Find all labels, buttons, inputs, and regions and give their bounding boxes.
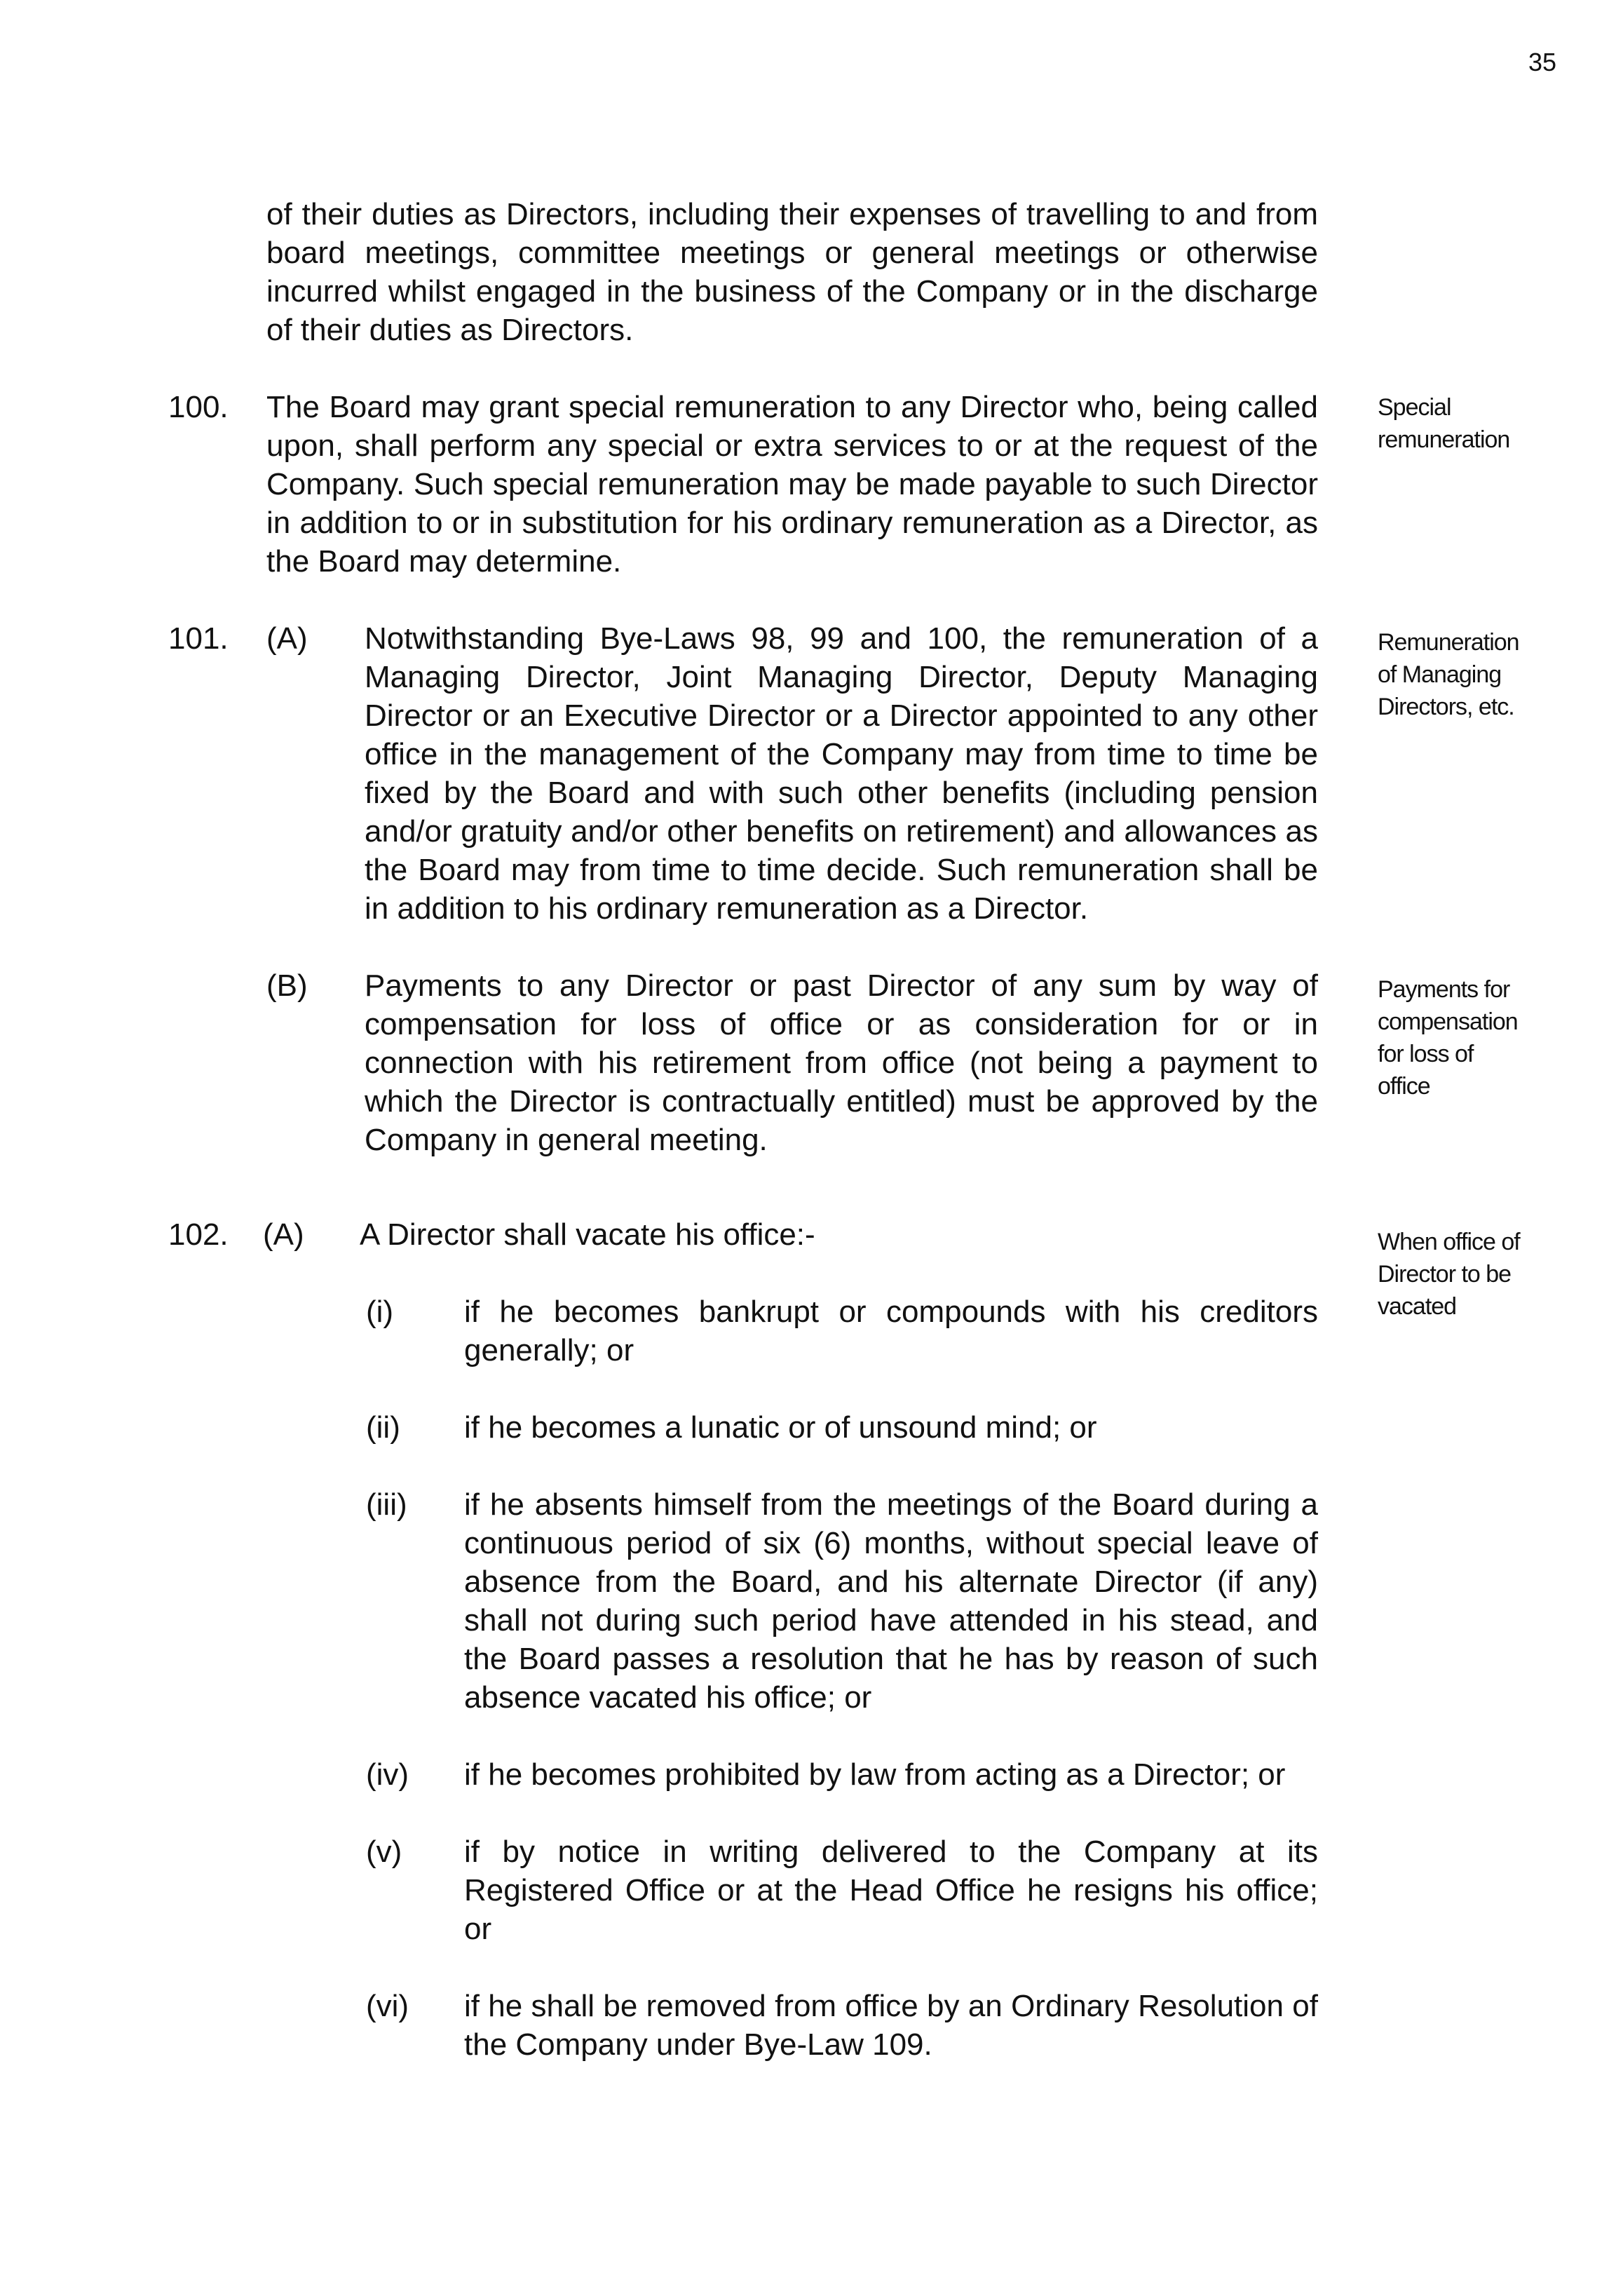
item-text: if by notice in writing delivered to the Company at its Registered Office or at the Head Office he resigns his office; or [464,1835,1318,1946]
continuation-paragraph: of their duties as Directors, including their expenses of travelling to and from board meetings, committee meetings or general meetings or otherwise incurred whilst engaged in the business of the Company or in the discharge of their duties as Directors. [266,197,1318,347]
clause-101 [168,619,1318,928]
clause-number: 101. [168,621,229,656]
list-item [168,1832,1318,1948]
document-body [168,195,1318,2064]
margin-note-compensation: Payments for compensation for loss of office [1378,976,1518,1100]
clause-number: 102. [168,1217,229,1252]
list-item [168,1485,1318,1717]
item-label: (iii) [366,1487,407,1522]
clause-102 [168,1215,1318,1254]
item-text: if he shall be removed from office by an Ordinary Resolution of the Company under Bye-Law 109. [464,1989,1318,2062]
clause-number: 100. [168,390,229,424]
item-label: (v) [366,1835,402,1869]
list-item [168,1987,1318,2064]
margin-note-special-remuneration: Special remuneration [1378,394,1510,453]
item-label: (iv) [366,1757,409,1792]
list-item [168,1292,1318,1370]
subclause-a-text: Notwithstanding Bye-Laws 98, 99 and 100, the remuneration of a Managing Director, Joint Managing Director, Deputy Managing Director or an Executive Director or a Director appointed to any other office in the management of the Company may from time to time be fixed by the Board and with such other benefits (including pension and/or gratuity and/or other benefits on retirement) and allowances as the Board may from time to time decide. Such remuneration shall be in addition to his ordinary remuneration as a Director. [365,621,1318,926]
item-text: if he becomes a lunatic or of unsound mind; or [464,1410,1097,1445]
subclause-b-text: Payments to any Director or past Director of any sum by way of compensation for loss of office or as consideration for or in connection with his retirement from office (not being a payment to which the Director is contractually entitled) must be approved by the Company in general meeting. [365,968,1318,1157]
margin-note-managing-directors: Remuneration of Managing Directors, etc. [1378,629,1519,720]
item-label: (vi) [366,1989,409,2023]
subclause-a-text: A Director shall vacate his office:- [360,1217,815,1252]
list-item [168,1755,1318,1794]
margin-note-office-vacated: When office of Director to be vacated [1378,1229,1520,1320]
item-text: if he becomes bankrupt or compounds with his creditors generally; or [464,1295,1318,1368]
list-item [168,1408,1318,1447]
subclause-label: (A) [266,621,308,656]
item-text: if he becomes prohibited by law from acting as a Director; or [464,1757,1286,1792]
subclause-label: (B) [266,968,308,1003]
item-label: (i) [366,1295,394,1329]
clause-101-b [168,966,1318,1159]
clause-text: The Board may grant special remuneration to any Director who, being called upon, shall perform any special or extra services to or at the request of the Company. Such special remuneration may be made payable to such Director in addition to or in substitution for his ordinary remuneration as a Director, as the Board may determine. [266,390,1318,579]
page-number: 35 [1528,48,1556,76]
item-label: (ii) [366,1410,400,1445]
item-text: if he absents himself from the meetings of the Board during a continuous period of six (6) months, without special leave of absence from the Board, and his alternate Director (if any) shall not during such period have attended in his stead, and the Board passes a resolution that he has by reason of such absence vacated his office; or [464,1487,1318,1715]
clause-100 [168,388,1318,581]
subclause-label: (A) [263,1217,304,1252]
